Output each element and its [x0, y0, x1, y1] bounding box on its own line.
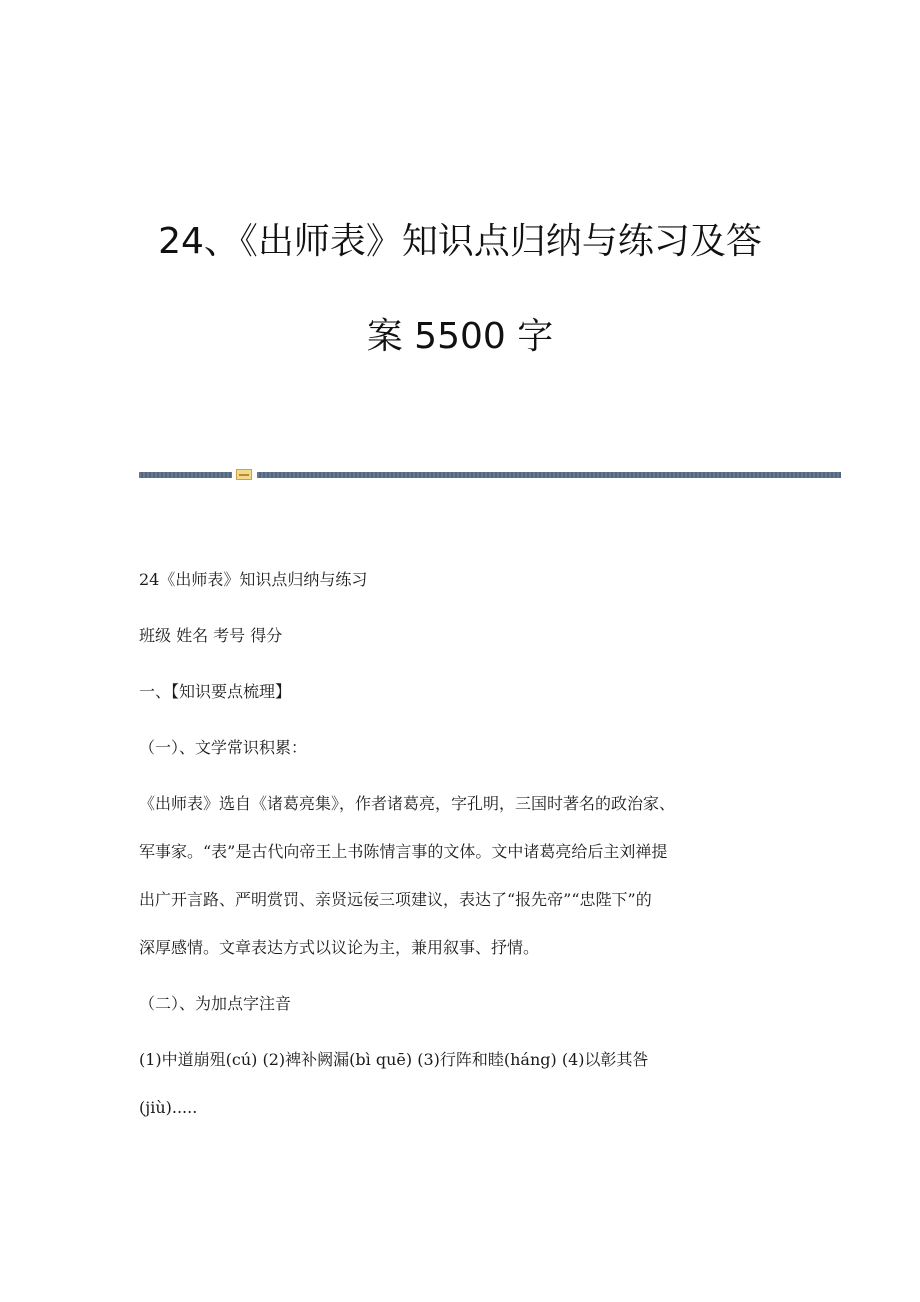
paragraph-line: 深厚感情。文章表达方式以议论为主，兼用叙事、抒情。 [139, 938, 540, 957]
paragraph-line: 出广开言路、严明赏罚、亲贤远佞三项建议，表达了“报先帝”“忠陛下”的 [139, 890, 652, 909]
paragraph-line: 《出师表》选自《诸葛亮集》，作者诸葛亮，字孔明，三国时著名的政治家、 [139, 794, 676, 813]
divider-bar-left [139, 472, 232, 478]
paragraph-line: 军事家。“表”是古代向帝王上书陈情言事的文体。文中诸葛亮给后主刘禅提 [139, 842, 668, 861]
body-heading: 24《出师表》知识点归纳与练习 [139, 570, 368, 589]
divider-ornament-icon [236, 469, 252, 480]
subsection-heading: （二）、为加点字注音 [139, 994, 292, 1013]
divider-bar-right [257, 472, 841, 478]
pinyin-line: (jiù)..... [139, 1098, 198, 1117]
section-heading: 一、【知识要点梳理】 [139, 682, 292, 701]
pinyin-line: (1)中道崩殂(cú) (2)裨补阙漏(bì quē) (3)行阵和睦(háng) (4)以彰其咎 [139, 1050, 649, 1069]
info-line: 班级 姓名 考号 得分 [139, 626, 283, 645]
document-title-line-1: 24、《出师表》知识点归纳与练习及答 [158, 221, 762, 262]
document-title-line-2: 案 5500 字 [366, 316, 554, 357]
subsection-heading: （一）、文学常识积累： [139, 738, 308, 757]
decorative-divider [139, 469, 841, 481]
